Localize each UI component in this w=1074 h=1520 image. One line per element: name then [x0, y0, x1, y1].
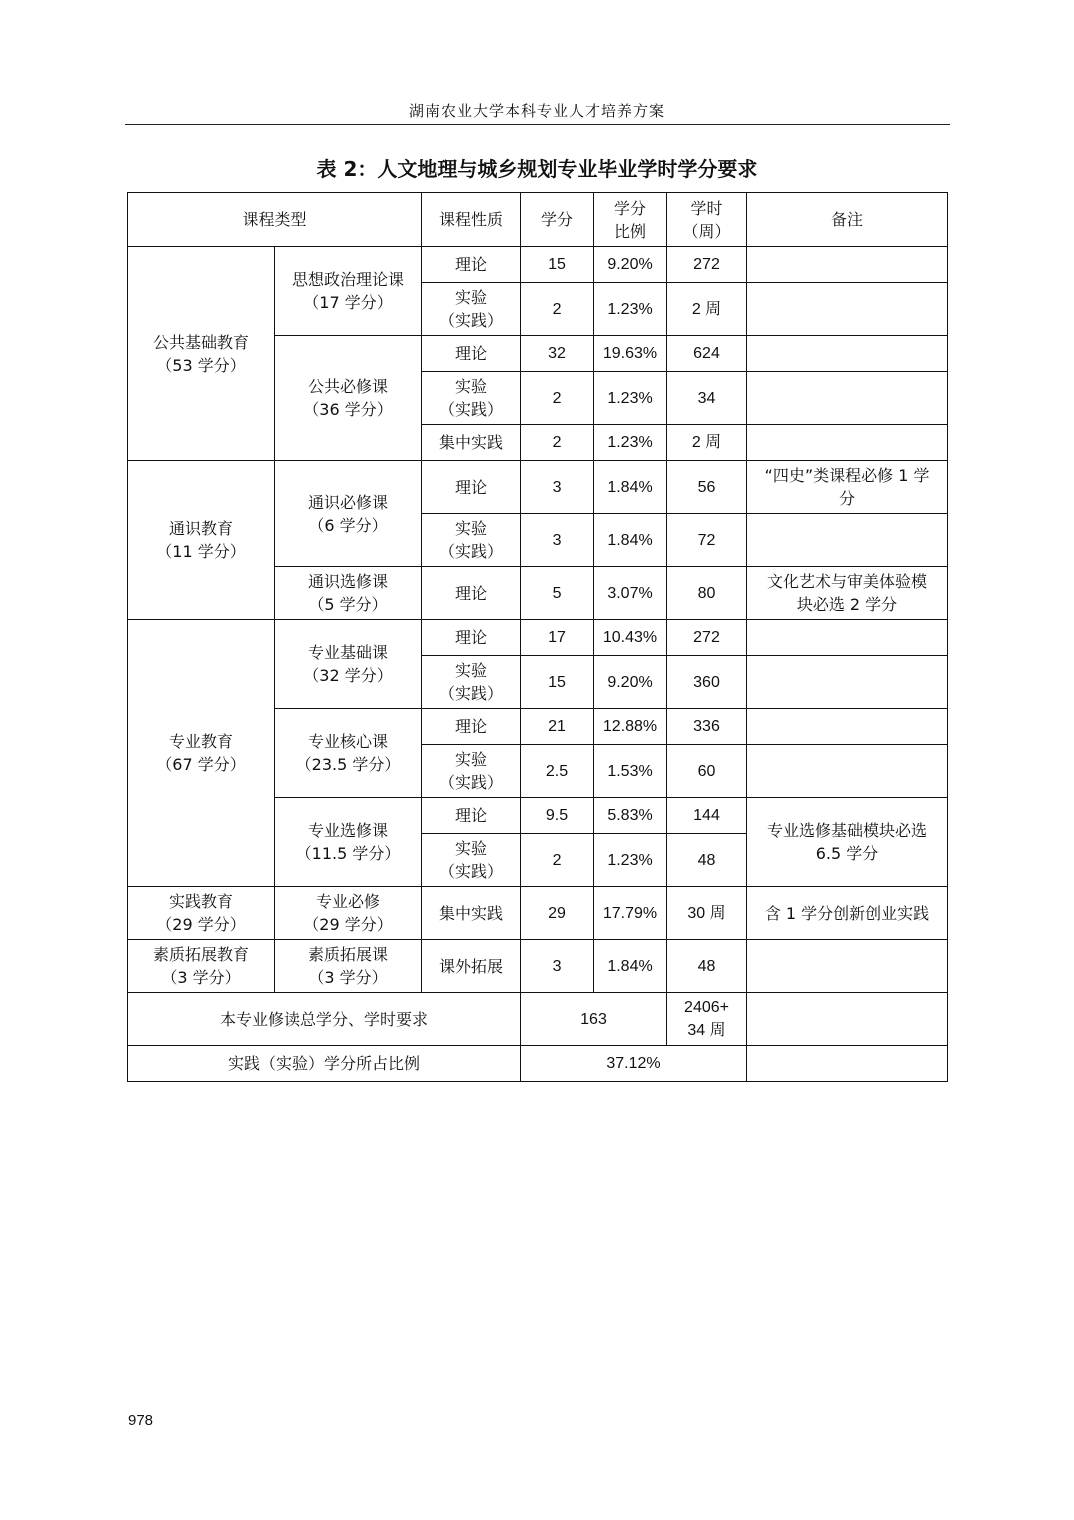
nature-cell	[422, 336, 521, 372]
ratio-cell: 1.23%	[594, 372, 667, 425]
subgroup-name: 思想政治理论课	[292, 270, 405, 289]
hours-cell: 2 周	[667, 283, 747, 336]
hours-cell: 56	[667, 461, 747, 514]
subgroup-cell-general-elective	[275, 567, 422, 620]
group-cell-general	[128, 461, 275, 620]
credits-cell: 3	[521, 514, 594, 567]
remark-cell	[747, 461, 948, 514]
remark-cell	[747, 336, 948, 372]
nature-line2: （实践）	[439, 542, 504, 561]
hours-cell: 144	[667, 798, 747, 834]
ratio-cell: 1.23%	[594, 283, 667, 336]
credits-cell: 15	[521, 247, 594, 283]
totals-row	[128, 993, 948, 1046]
hours-cell: 60	[667, 745, 747, 798]
nature-line2: （实践）	[439, 400, 504, 419]
nature-line1: 实验	[455, 377, 488, 396]
nature-cell	[422, 940, 521, 993]
ratio-cell: 1.84%	[594, 514, 667, 567]
group-credits: （53 学分）	[156, 355, 246, 375]
ratio-cell: 9.20%	[594, 656, 667, 709]
nature-cell	[422, 425, 521, 461]
hours-cell: 336	[667, 709, 747, 745]
remark-cell	[747, 993, 948, 1046]
remark-cell	[747, 247, 948, 283]
subgroup-cell-major-core	[275, 709, 422, 798]
remark-line2: 块必选 2 学分	[796, 595, 898, 614]
remark-cell	[747, 620, 948, 656]
ratio-cell: 12.88%	[594, 709, 667, 745]
header-ratio-line1: 学分	[614, 198, 647, 218]
group-cell-practice	[128, 887, 275, 940]
subgroup-cell-major-elective	[275, 798, 422, 887]
nature-line1: 实验	[455, 288, 488, 307]
hours-cell: 360	[667, 656, 747, 709]
credits-cell: 3	[521, 461, 594, 514]
nature-cell	[422, 620, 521, 656]
table-row	[128, 247, 948, 283]
subgroup-name: 专业基础课	[308, 643, 389, 662]
credit-requirements-table	[127, 192, 948, 1082]
nature-cell	[422, 745, 521, 798]
subgroup-name: 通识必修课	[308, 492, 389, 512]
hours-cell: 272	[667, 620, 747, 656]
remark-cell	[747, 887, 948, 940]
table-row	[128, 461, 948, 514]
nature-line1: 集中实践	[439, 433, 504, 452]
nature-line1: 理论	[455, 583, 488, 603]
group-cell-public	[128, 247, 275, 461]
group-name: 专业教育	[168, 732, 233, 751]
subgroup-name: 专业核心课	[308, 732, 389, 751]
group-cell-major	[128, 620, 275, 887]
nature-cell	[422, 283, 521, 336]
header-ratio	[594, 193, 667, 247]
nature-cell	[422, 656, 521, 709]
subgroup-cell-major-basic	[275, 620, 422, 709]
subgroup-name: 专业选修课	[308, 821, 389, 840]
group-credits: （29 学分）	[156, 915, 246, 934]
header-rule	[125, 124, 950, 125]
credits-cell: 29	[521, 887, 594, 940]
remark-cell	[747, 709, 948, 745]
header-remarks: 备注	[747, 193, 948, 247]
hours-cell: 34	[667, 372, 747, 425]
ratio-cell: 1.53%	[594, 745, 667, 798]
remark-line1: “四史”类课程必修 1 学	[764, 466, 930, 485]
nature-cell	[422, 887, 521, 940]
table-row	[128, 620, 948, 656]
header-row	[128, 193, 948, 247]
ratio-cell: 3.07%	[594, 567, 667, 620]
credits-cell: 5	[521, 567, 594, 620]
subgroup-cell-practice-required	[275, 887, 422, 940]
header-hours	[667, 193, 747, 247]
nature-line1: 实验	[455, 519, 488, 538]
remark-line2: 分	[839, 489, 856, 508]
subgroup-cell-public-required	[275, 336, 422, 461]
nature-line1: 理论	[455, 628, 488, 647]
remark-cell	[747, 940, 948, 993]
subgroup-credits: （17 学分）	[303, 293, 393, 312]
totals-hours-line2: 34 周	[687, 1022, 726, 1039]
group-name: 实践教育	[168, 892, 233, 911]
remark-cell	[747, 425, 948, 461]
credits-cell: 15	[521, 656, 594, 709]
remark-cell	[747, 283, 948, 336]
subgroup-credits: （11.5 学分）	[295, 844, 401, 863]
group-cell-quality	[128, 940, 275, 993]
ratio-cell: 5.83%	[594, 798, 667, 834]
remark-cell	[747, 656, 948, 709]
nature-cell	[422, 514, 521, 567]
hours-cell: 272	[667, 247, 747, 283]
header-nature: 课程性质	[422, 193, 521, 247]
remark-cell	[747, 372, 948, 425]
ratio-label: 实践（实验）学分所占比例	[128, 1046, 521, 1082]
credits-cell: 21	[521, 709, 594, 745]
nature-line1: 实验	[455, 661, 488, 680]
nature-cell	[422, 372, 521, 425]
subgroup-name: 公共必修课	[308, 377, 389, 396]
nature-line2: （实践）	[439, 773, 504, 792]
nature-cell	[422, 461, 521, 514]
remark-cell	[747, 514, 948, 567]
ratio-cell: 1.84%	[594, 940, 667, 993]
credits-cell: 2.5	[521, 745, 594, 798]
subgroup-credits: （32 学分）	[303, 666, 393, 685]
subgroup-credits: （5 学分）	[308, 595, 388, 614]
subgroup-credits: （36 学分）	[303, 400, 393, 419]
nature-line1: 理论	[455, 717, 488, 736]
nature-line1: 理论	[455, 806, 488, 825]
group-credits: （3 学分）	[161, 968, 241, 987]
hours-cell: 2 周	[667, 425, 747, 461]
subgroup-name: 通识选修课	[308, 572, 389, 591]
hours-cell: 72	[667, 514, 747, 567]
group-credits: （11 学分）	[156, 542, 246, 561]
remark-cell	[747, 745, 948, 798]
ratio-cell: 10.43%	[594, 620, 667, 656]
group-name: 素质拓展教育	[152, 945, 249, 964]
header-hours-line1: 学时	[690, 198, 723, 218]
hours-cell: 80	[667, 567, 747, 620]
totals-hours-line1: 2406+	[684, 999, 729, 1016]
header-hours-line2: （周）	[682, 221, 731, 241]
subgroup-cell-ideology	[275, 247, 422, 336]
totals-credits: 163	[521, 993, 667, 1046]
ratio-row	[128, 1046, 948, 1082]
nature-line1: 集中实践	[439, 903, 504, 923]
subgroup-cell-general-required	[275, 461, 422, 567]
nature-line2: （实践）	[439, 684, 504, 703]
hours-cell: 48	[667, 940, 747, 993]
remark-line1: 含 1 学分创新创业实践	[764, 903, 930, 923]
ratio-cell: 1.23%	[594, 834, 667, 887]
totals-label: 本专业修读总学分、学时要求	[128, 993, 521, 1046]
credits-cell: 3	[521, 940, 594, 993]
ratio-value: 37.12%	[521, 1046, 747, 1082]
subgroup-credits: （23.5 学分）	[295, 755, 401, 774]
header-credits: 学分	[521, 193, 594, 247]
header-category: 课程类型	[128, 193, 422, 247]
credits-cell: 32	[521, 336, 594, 372]
remark-cell	[747, 798, 948, 887]
nature-cell	[422, 834, 521, 887]
nature-line1: 实验	[455, 750, 488, 769]
nature-line2: （实践）	[439, 311, 504, 330]
remark-cell	[747, 567, 948, 620]
credits-cell: 2	[521, 425, 594, 461]
nature-line1: 理论	[455, 344, 488, 363]
hours-cell: 30 周	[667, 887, 747, 940]
ratio-cell: 19.63%	[594, 336, 667, 372]
nature-line1: 课外拓展	[439, 956, 504, 976]
group-name: 通识教育	[168, 519, 233, 538]
subgroup-credits: （6 学分）	[308, 515, 388, 535]
nature-line1: 理论	[455, 255, 488, 274]
group-credits: （67 学分）	[156, 755, 246, 774]
subgroup-credits: （3 学分）	[308, 968, 388, 987]
nature-line1: 实验	[455, 839, 488, 858]
header-ratio-line2: 比例	[614, 221, 647, 241]
page-number: 978	[128, 1412, 154, 1429]
ratio-cell: 9.20%	[594, 247, 667, 283]
ratio-cell: 1.23%	[594, 425, 667, 461]
nature-line1: 理论	[455, 477, 488, 497]
remark-line2: 6.5 学分	[815, 844, 879, 863]
table-row	[128, 940, 948, 993]
remark-cell	[747, 1046, 948, 1082]
nature-cell	[422, 798, 521, 834]
credits-cell: 2	[521, 372, 594, 425]
credits-cell: 17	[521, 620, 594, 656]
group-name: 公共基础教育	[152, 332, 249, 352]
nature-line2: （实践）	[439, 862, 504, 881]
table-row	[128, 887, 948, 940]
ratio-cell: 1.84%	[594, 461, 667, 514]
nature-cell	[422, 247, 521, 283]
hours-cell: 624	[667, 336, 747, 372]
nature-cell	[422, 709, 521, 745]
subgroup-cell-quality-course	[275, 940, 422, 993]
table-title: 表 2：人文地理与城乡规划专业毕业学时学分要求	[316, 157, 758, 181]
nature-cell	[422, 567, 521, 620]
totals-hours	[667, 993, 747, 1046]
ratio-cell: 17.79%	[594, 887, 667, 940]
running-header: 湖南农业大学本科专业人才培养方案	[408, 102, 665, 120]
subgroup-name: 专业必修	[316, 892, 381, 911]
subgroup-name: 素质拓展课	[308, 945, 389, 964]
remark-line1: 文化艺术与审美体验模	[767, 572, 928, 591]
hours-cell: 48	[667, 834, 747, 887]
credits-cell: 2	[521, 283, 594, 336]
subgroup-credits: （29 学分）	[303, 915, 393, 934]
credits-cell: 2	[521, 834, 594, 887]
credits-cell: 9.5	[521, 798, 594, 834]
remark-line1: 专业选修基础模块必选	[767, 821, 928, 840]
